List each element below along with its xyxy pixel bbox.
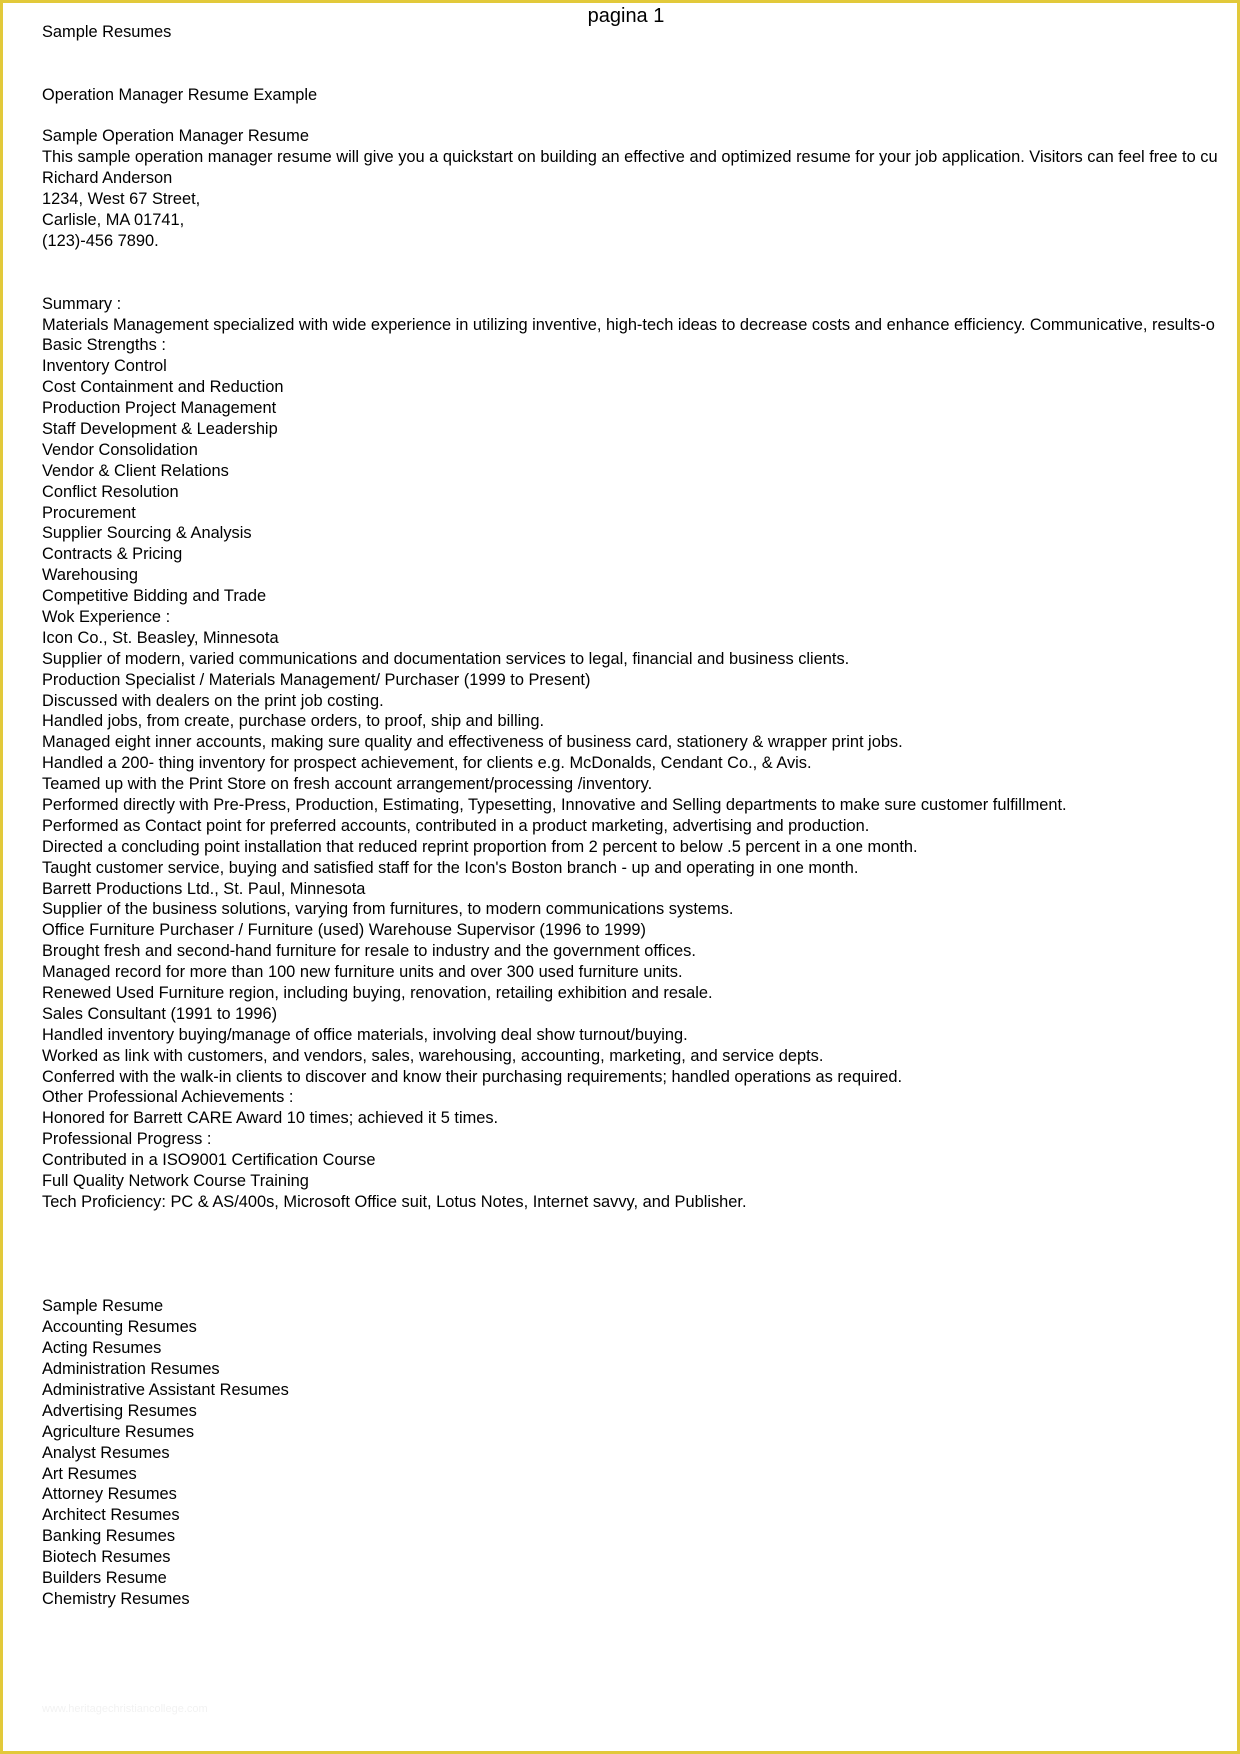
page-number-label: pagina 1 [587, 5, 665, 27]
related-resume-link[interactable]: Administrative Assistant Resumes [42, 1380, 289, 1399]
intro-text: This sample operation manager resume will give you a quickstart on building an effective and optimized resume for your job application. Visitors can feel free to cu [42, 148, 1218, 167]
resume-line: Supplier of modern, varied communications and documentation services to legal, financial and business clients. [42, 649, 850, 668]
resume-line: Basic Strengths : [42, 336, 166, 355]
resume-line: Performed as Contact point for preferred accounts, contributed in a product marketing, advertising and production. [42, 816, 870, 835]
spacer [42, 252, 1237, 294]
related-resume-link[interactable]: Accounting Resumes [42, 1318, 197, 1337]
resume-line: Production Specialist / Materials Management/ Purchaser (1999 to Present) [42, 670, 591, 689]
resume-line: Worked as link with customers, and vendors, sales, warehousing, accounting, marketing, and service depts. [42, 1046, 824, 1065]
resume-line: Performed directly with Pre-Press, Production, Estimating, Typesetting, Innovative and Selling departments to make sure customer fulfillment. [42, 795, 1067, 814]
resume-line: Conferred with the walk-in clients to discover and know their purchasing requirements; handled operations as required. [42, 1067, 903, 1086]
resume-heading: Sample Operation Manager Resume [42, 127, 309, 146]
resume-line: Icon Co., St. Beasley, Minnesota [42, 628, 279, 647]
resume-line: Supplier of the business solutions, varying from furnitures, to modern communications systems. [42, 900, 734, 919]
resume-line: Professional Progress : [42, 1130, 212, 1149]
related-resume-link[interactable]: Analyst Resumes [42, 1443, 170, 1462]
resume-line: Honored for Barrett CARE Award 10 times; achieved it 5 times. [42, 1109, 499, 1128]
related-resume-link[interactable]: Chemistry Resumes [42, 1589, 190, 1608]
resume-line: Other Professional Achievements : [42, 1088, 294, 1107]
resume-line: Office Furniture Purchaser / Furniture (used) Warehouse Supervisor (1996 to 1999) [42, 921, 647, 940]
related-resume-link[interactable]: Architect Resumes [42, 1506, 180, 1525]
resume-line: Wok Experience : [42, 607, 171, 626]
related-resume-link[interactable]: Advertising Resumes [42, 1401, 197, 1420]
related-resume-link[interactable]: Biotech Resumes [42, 1548, 171, 1567]
site-title: Sample Resumes [42, 23, 172, 41]
related-resume-link[interactable]: Acting Resumes [42, 1339, 162, 1358]
contact-street: 1234, West 67 Street, [42, 190, 201, 209]
resume-line: Handled a 200- thing inventory for prospect achievement, for clients e.g. McDonalds, Cendant Co., & Avis. [42, 754, 812, 773]
resume-line: Discussed with dealers on the print job costing. [42, 691, 384, 710]
resume-line: Warehousing [42, 566, 138, 585]
related-resume-link[interactable]: Attorney Resumes [42, 1485, 177, 1504]
resume-line: Summary : [42, 294, 122, 313]
related-resumes-list [42, 1296, 1237, 1609]
resume-line: Full Quality Network Course Training [42, 1172, 309, 1191]
watermark: www.heritagechristiancollege.com [42, 1703, 208, 1715]
spacer [42, 43, 1237, 85]
resume-line: Contributed in a ISO9001 Certification Course [42, 1151, 376, 1170]
resume-line: Production Project Management [42, 399, 277, 418]
resume-line: Renewed Used Furniture region, including buying, renovation, retailing exhibition and resale. [42, 984, 713, 1002]
spacer [42, 1213, 1237, 1297]
resume-line: Cost Containment and Reduction [42, 378, 284, 397]
article-title: Operation Manager Resume Example [42, 85, 318, 104]
resume-line: Tech Proficiency: PC & AS/400s, Microsoft Office suit, Lotus Notes, Internet savvy, and Publisher. [42, 1192, 747, 1211]
related-resume-link[interactable]: Administration Resumes [42, 1360, 220, 1379]
resume-line: Materials Management specialized with wide experience in utilizing inventive, high-tech ideas to decrease costs and enhance efficiency. Communicative, results-o [42, 315, 1215, 334]
resume-line: Supplier Sourcing & Analysis [42, 524, 252, 543]
related-resume-link[interactable]: Agriculture Resumes [42, 1422, 195, 1441]
contact-block [42, 168, 1237, 252]
resume-line: Taught customer service, buying and satisfied staff for the Icon's Boston branch - up and operating in one month. [42, 858, 859, 877]
resume-line: Brought fresh and second-hand furniture for resale to industry and the government offices. [42, 942, 696, 961]
resume-line: Inventory Control [42, 357, 167, 376]
resume-line: Vendor & Client Relations [42, 461, 229, 480]
resume-line: Conflict Resolution [42, 482, 179, 501]
resume-line: Staff Development & Leadership [42, 419, 278, 438]
related-resume-link[interactable]: Banking Resumes [42, 1527, 176, 1546]
contact-city: Carlisle, MA 01741, [42, 211, 185, 230]
related-resume-link[interactable]: Builders Resume [42, 1568, 167, 1587]
related-resume-link[interactable]: Art Resumes [42, 1464, 137, 1483]
resume-body [42, 294, 1237, 1213]
spacer [42, 106, 1237, 127]
related-resume-link[interactable]: Sample Resume [42, 1297, 164, 1316]
resume-line: Teamed up with the Print Store on fresh account arrangement/processing /inventory. [42, 775, 653, 794]
resume-line: Vendor Consolidation [42, 440, 198, 459]
resume-line: Sales Consultant (1991 to 1996) [42, 1004, 278, 1023]
resume-line: Procurement [42, 503, 136, 522]
resume-line: Handled jobs, from create, purchase orders, to proof, ship and billing. [42, 712, 545, 731]
resume-line: Contracts & Pricing [42, 545, 183, 564]
contact-phone: (123)-456 7890. [42, 231, 159, 250]
resume-line: Directed a concluding point installation that reduced reprint proportion from 2 percent to below .5 percent in a one month. [42, 837, 918, 856]
resume-line: Handled inventory buying/manage of office materials, involving deal show turnout/buying. [42, 1025, 688, 1044]
contact-name: Richard Anderson [42, 169, 173, 188]
resume-line: Barrett Productions Ltd., St. Paul, Minnesota [42, 879, 366, 898]
resume-line: Managed record for more than 100 new furniture units and over 300 used furniture units. [42, 963, 683, 982]
resume-line: Managed eight inner accounts, making sure quality and effectiveness of business card, stationery & wrapper print jobs. [42, 733, 903, 752]
resume-line: Competitive Bidding and Trade [42, 587, 267, 606]
document-content [42, 22, 1237, 1610]
